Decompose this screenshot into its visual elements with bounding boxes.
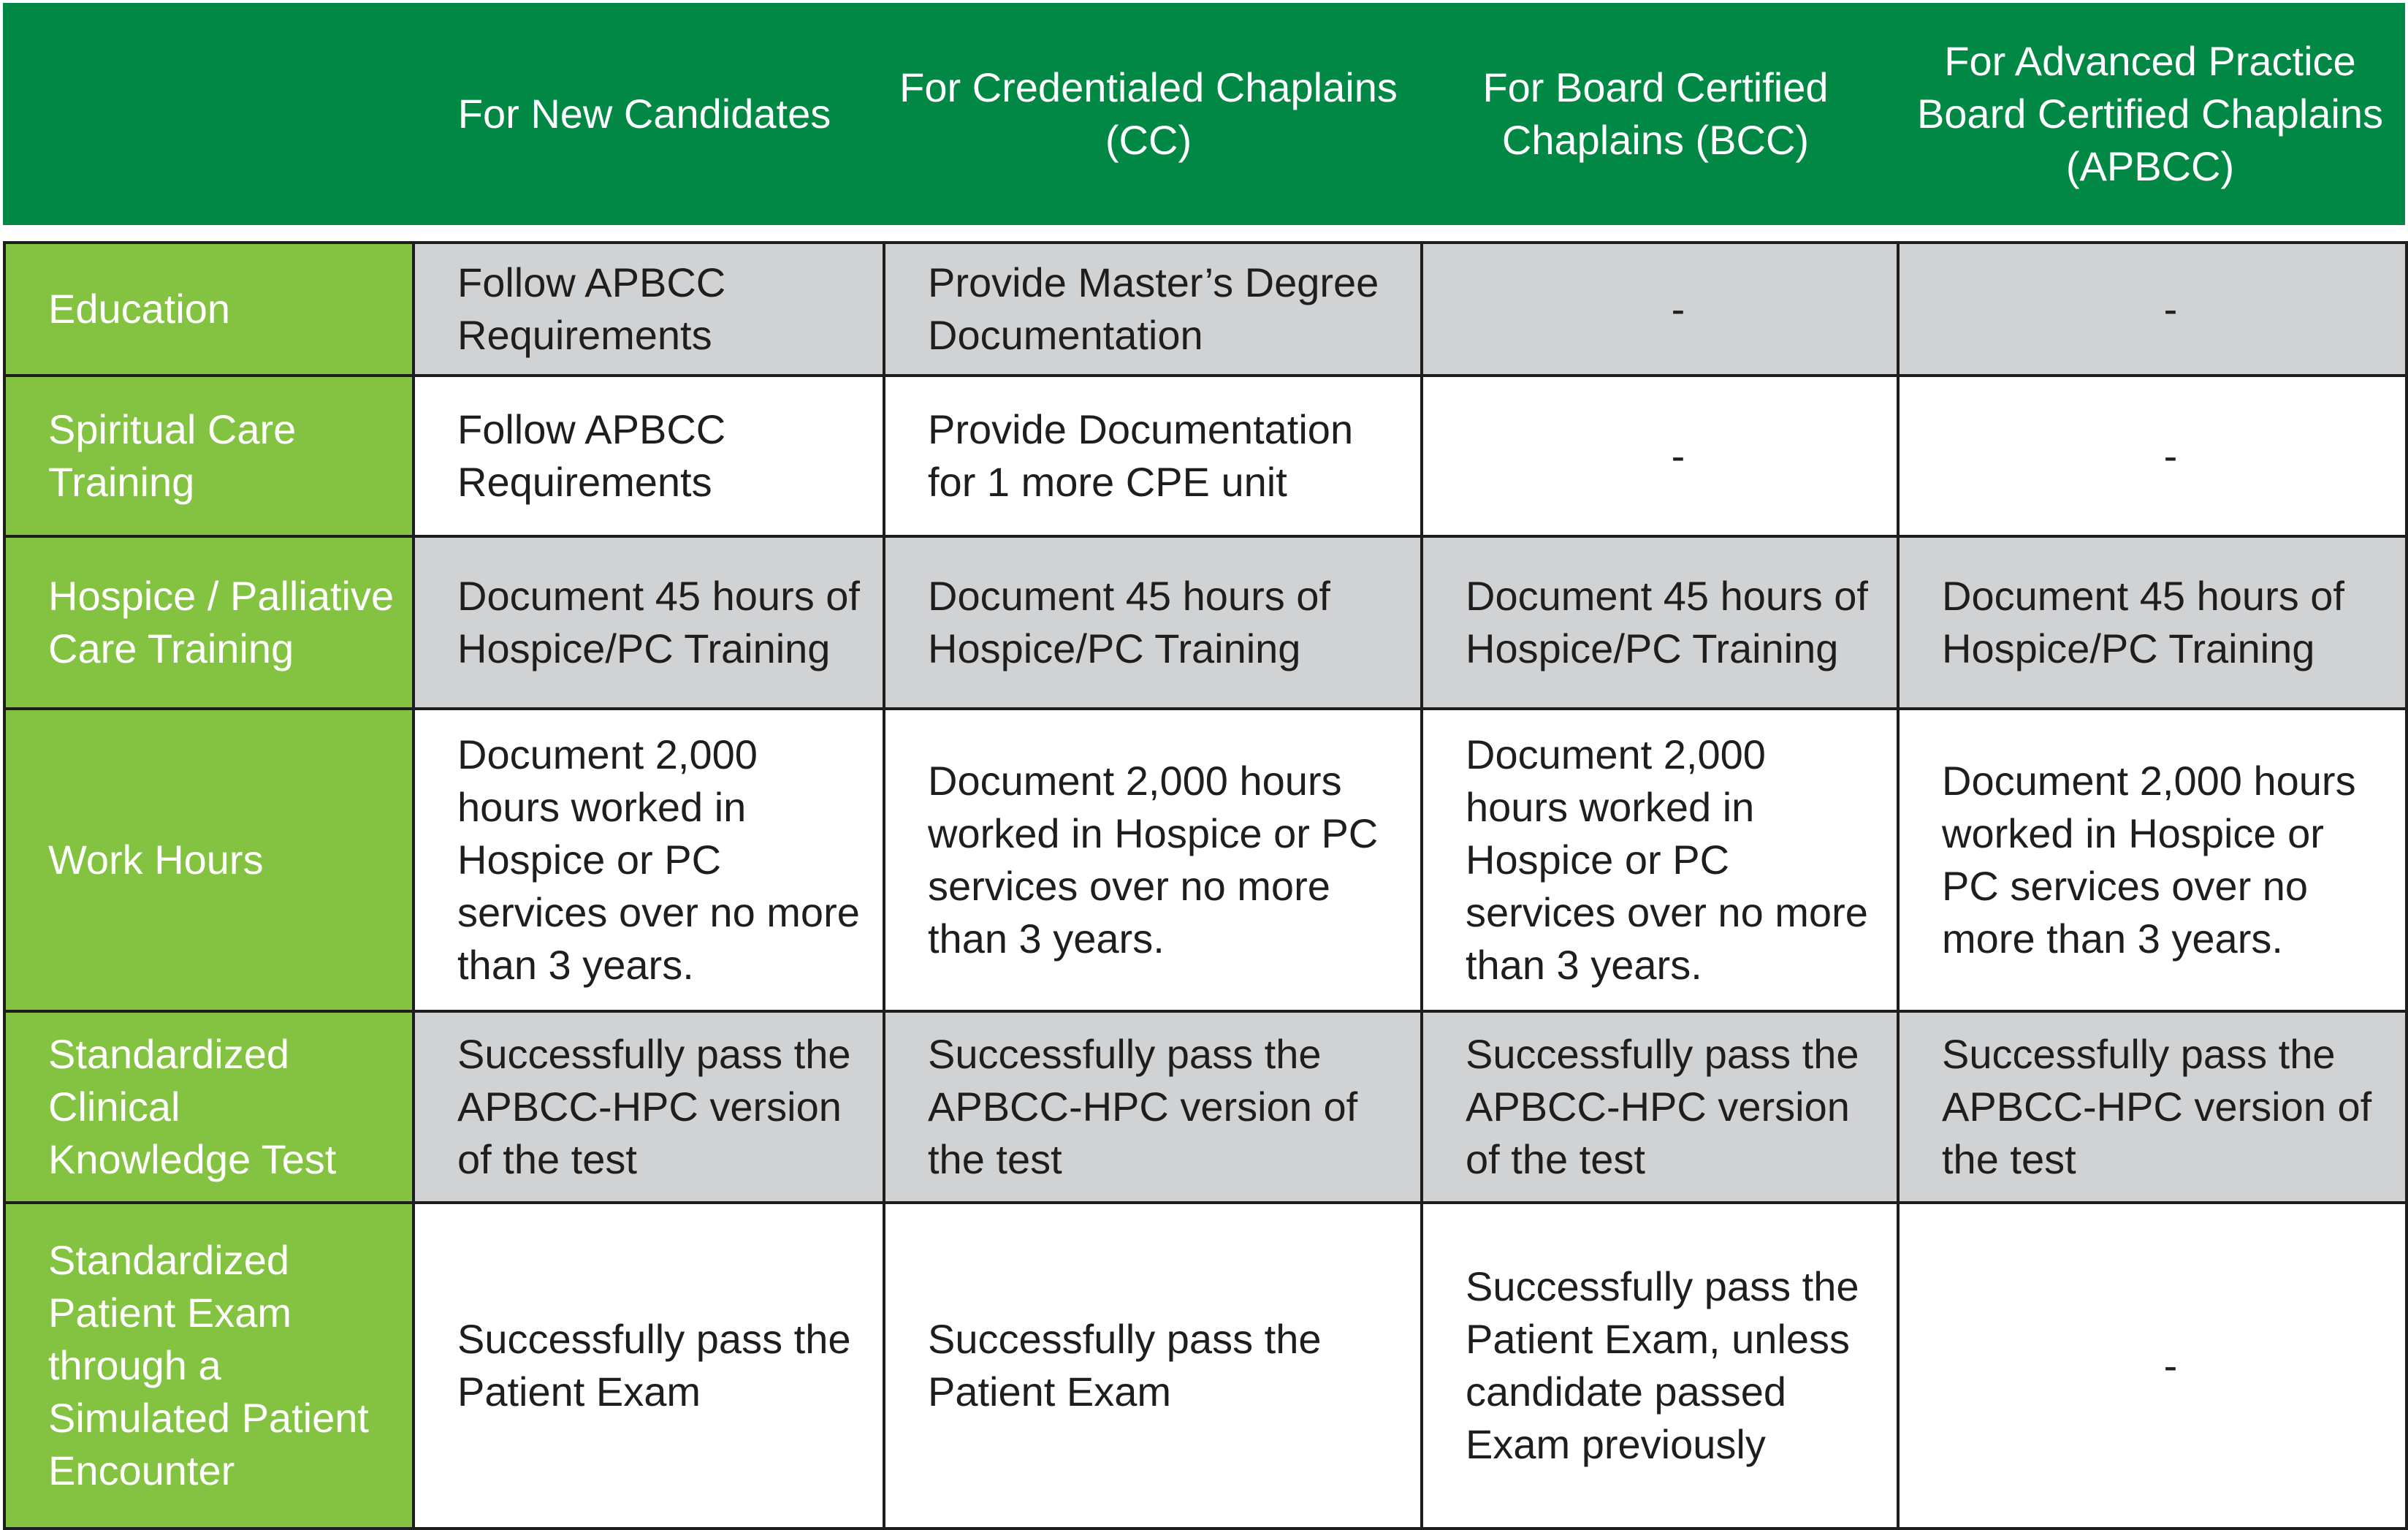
table-cell: - (1422, 243, 1898, 376)
table-cell: Follow APBCC Requirements (414, 243, 884, 376)
table-cell: Document 45 hours of Hospice/PC Training (1422, 536, 1898, 709)
column-header-credentialed-chaplains: For Credentialed Chaplains (CC) (899, 64, 1398, 163)
table-cell: Successfully pass the APBCC-HPC version of the test (1422, 1011, 1898, 1203)
table-cell: Successfully pass the Patient Exam (884, 1203, 1422, 1529)
row-label-clinical-knowledge-test: Standardized Clinical Knowledge Test (4, 1011, 414, 1203)
table-cell: Document 45 hours of Hospice/PC Training (884, 536, 1422, 709)
table-cell: Successfully pass the Patient Exam (414, 1203, 884, 1529)
table-cell: - (1898, 1203, 2407, 1529)
table-row (4, 1203, 2407, 1529)
table-cell: Successfully pass the APBCC-HPC version of the test (414, 1011, 884, 1203)
column-header-apbcc: For Advanced Practice Board Certified Chaplains (APBCC) (1916, 38, 2384, 189)
row-label-work-hours: Work Hours (4, 709, 414, 1011)
table-row (4, 376, 2407, 536)
table-cell: Provide Documentation for 1 more CPE unit (884, 376, 1422, 536)
table-row (4, 536, 2407, 709)
table-row (4, 709, 2407, 1011)
table-cell: Document 2,000 hours worked in Hospice or PC services over no more than 3 years. (1898, 709, 2407, 1011)
row-label-education: Education (4, 243, 414, 376)
row-label-hospice-palliative-care-training: Hospice / Palliative Care Training (4, 536, 414, 709)
table-cell: Successfully pass the Patient Exam, unless candidate passed Exam previously (1422, 1203, 1898, 1529)
table-cell: Provide Master’s Degree Documentation (884, 243, 1422, 376)
table-cell: - (1422, 376, 1898, 536)
table-cell: Document 2,000 hours worked in Hospice or PC services over no more than 3 years. (884, 709, 1422, 1011)
table-cell: Document 45 hours of Hospice/PC Training (1898, 536, 2407, 709)
table-cell: Document 2,000 hours worked in Hospice or PC services over no more than 3 years. (414, 709, 884, 1011)
table-cell: Successfully pass the APBCC-HPC version of the test (1898, 1011, 2407, 1203)
row-label-spiritual-care-training: Spiritual Care Training (4, 376, 414, 536)
table-cell: Document 45 hours of Hospice/PC Training (414, 536, 884, 709)
table-cell: - (1898, 376, 2407, 536)
row-label-patient-exam: Standardized Patient Exam through a Simulated Patient Encounter (4, 1203, 414, 1529)
requirements-table (3, 241, 2408, 1530)
table-header (3, 3, 2405, 225)
table-row (4, 1011, 2407, 1203)
column-header-new-candidates: For New Candidates (457, 91, 831, 137)
column-header-board-certified-chaplains: For Board Certified Chaplains (BCC) (1482, 64, 1829, 163)
table-cell: Successfully pass the APBCC-HPC version of the test (884, 1011, 1422, 1203)
table-cell: Document 2,000 hours worked in Hospice or PC services over no more than 3 years. (1422, 709, 1898, 1011)
table-cell: - (1898, 243, 2407, 376)
table-cell: Follow APBCC Requirements (414, 376, 884, 536)
table-row (4, 243, 2407, 376)
